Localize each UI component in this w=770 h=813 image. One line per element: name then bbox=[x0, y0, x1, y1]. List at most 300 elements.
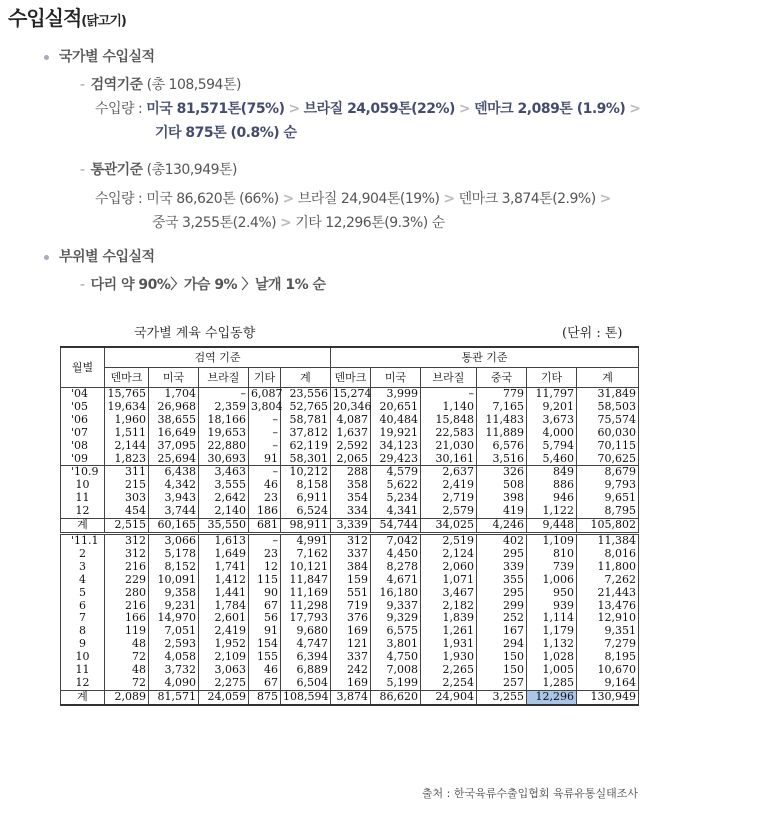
table-cell: 8,795 bbox=[577, 505, 639, 518]
table-cell: 5,234 bbox=[371, 492, 421, 505]
table-cell: 1,028 bbox=[527, 651, 577, 664]
customs-prefix: 수입량 : bbox=[95, 191, 143, 207]
table-cell: 29,423 bbox=[371, 453, 421, 466]
table-cell: 11,889 bbox=[477, 427, 527, 440]
table-cell: 30,161 bbox=[421, 453, 477, 466]
table-cell: – bbox=[421, 388, 477, 401]
table-row bbox=[61, 533, 639, 547]
dash-icon: - bbox=[80, 77, 85, 93]
inspection-label-line bbox=[80, 74, 241, 94]
table-cell: 169 bbox=[331, 677, 371, 690]
table-cell: 12,296 bbox=[527, 690, 577, 704]
customs-total: (총130,949톤) bbox=[146, 162, 237, 178]
table-cell: 46 bbox=[249, 664, 281, 677]
page-title bbox=[8, 2, 126, 31]
header-col-customs: 미국 bbox=[371, 368, 421, 388]
table-cell: 4,750 bbox=[371, 651, 421, 664]
table-cell: 90 bbox=[249, 587, 281, 600]
header-col-inspection: 기타 bbox=[249, 368, 281, 388]
table-cell: 58,301 bbox=[281, 453, 331, 466]
header-col-customs: 계 bbox=[577, 368, 639, 388]
table-cell: 311 bbox=[105, 466, 149, 479]
table-cell: 37,095 bbox=[149, 440, 199, 453]
table-cell: 810 bbox=[527, 548, 577, 561]
table-cell: 337 bbox=[331, 548, 371, 561]
header-col-customs: 중국 bbox=[477, 368, 527, 388]
table-cell: 384 bbox=[331, 561, 371, 574]
table-cell: 1,261 bbox=[421, 625, 477, 638]
header-inspection: 검역 기준 bbox=[105, 347, 331, 368]
table-cell: 312 bbox=[105, 548, 149, 561]
table-row bbox=[61, 414, 639, 427]
table-cell: 551 bbox=[331, 587, 371, 600]
table-cell: 54,744 bbox=[371, 519, 421, 534]
table-cell: 4,341 bbox=[371, 505, 421, 518]
customs-denmark: 덴마크 3,874톤(2.9%) bbox=[458, 191, 596, 207]
header-col-customs: 덴마크 bbox=[331, 368, 371, 388]
arrow-icon: > bbox=[280, 215, 292, 231]
table-cell: 2,579 bbox=[421, 505, 477, 518]
table-cell: 5,794 bbox=[527, 440, 577, 453]
table-cell: 24,904 bbox=[421, 690, 477, 704]
part-line bbox=[80, 274, 326, 294]
table-cell: 2,419 bbox=[421, 479, 477, 492]
table-cell: 1,784 bbox=[199, 600, 249, 613]
header-month: 월별 bbox=[61, 347, 105, 388]
table-cell: 7,042 bbox=[371, 533, 421, 547]
arrow-icon: > bbox=[458, 101, 471, 117]
table-cell: 34,123 bbox=[371, 440, 421, 453]
table-cell: 9,651 bbox=[577, 492, 639, 505]
table-cell: 15,274 bbox=[331, 388, 371, 401]
table-cell: 3,555 bbox=[199, 479, 249, 492]
table-cell: 72 bbox=[105, 677, 149, 690]
table-cell: 10,121 bbox=[281, 561, 331, 574]
row-label: '08 bbox=[61, 440, 105, 453]
table-cell: 115 bbox=[249, 574, 281, 587]
table-cell: 7,008 bbox=[371, 664, 421, 677]
table-cell: 252 bbox=[477, 612, 527, 625]
section-part-heading-text: 부위별 수입실적 bbox=[59, 249, 155, 265]
table-cell: 229 bbox=[105, 574, 149, 587]
table-cell: 9,164 bbox=[577, 677, 639, 690]
table-cell: 4,246 bbox=[477, 519, 527, 534]
table-cell: 15,848 bbox=[421, 414, 477, 427]
table-cell: 169 bbox=[331, 625, 371, 638]
table-cell: 312 bbox=[331, 533, 371, 547]
table-cell: 2,592 bbox=[331, 440, 371, 453]
table-cell: 215 bbox=[105, 479, 149, 492]
table-cell: 38,655 bbox=[149, 414, 199, 427]
table-row bbox=[61, 519, 639, 534]
table-cell: 67 bbox=[249, 677, 281, 690]
row-label: 11 bbox=[61, 664, 105, 677]
row-label: 3 bbox=[61, 561, 105, 574]
table-cell: 4,342 bbox=[149, 479, 199, 492]
table-cell: 9,358 bbox=[149, 587, 199, 600]
table-cell: 60,165 bbox=[149, 519, 199, 534]
table-cell: 4,090 bbox=[149, 677, 199, 690]
table-cell: 3,874 bbox=[331, 690, 371, 704]
table-cell: 402 bbox=[477, 533, 527, 547]
table-cell: 4,000 bbox=[527, 427, 577, 440]
table-cell: 8,152 bbox=[149, 561, 199, 574]
row-label: 4 bbox=[61, 574, 105, 587]
table-cell: 37,812 bbox=[281, 427, 331, 440]
table-cell: 2,265 bbox=[421, 664, 477, 677]
table-cell: 1,839 bbox=[421, 612, 477, 625]
table-cell: 12,910 bbox=[577, 612, 639, 625]
table-unit: (단위 : 톤) bbox=[562, 326, 623, 341]
table-cell: 216 bbox=[105, 600, 149, 613]
table-cell: 108,594 bbox=[281, 690, 331, 704]
section-part-heading bbox=[44, 246, 155, 266]
header-col-inspection: 덴마크 bbox=[105, 368, 149, 388]
table-cell: 5,460 bbox=[527, 453, 577, 466]
table-cell: 70,115 bbox=[577, 440, 639, 453]
table-cell: 9,351 bbox=[577, 625, 639, 638]
row-label: 10 bbox=[61, 479, 105, 492]
inspection-others: 기타 875톤 (0.8%) 순 bbox=[155, 125, 297, 141]
table-cell: – bbox=[249, 466, 281, 479]
arrow-icon: > bbox=[288, 101, 300, 117]
table-cell: 2,089 bbox=[105, 690, 149, 704]
table-cell: 167 bbox=[477, 625, 527, 638]
table-cell: 3,804 bbox=[249, 401, 281, 414]
table-cell: 14,970 bbox=[149, 612, 199, 625]
arrow-icon: > bbox=[629, 101, 641, 117]
table-cell: 6,087 bbox=[249, 388, 281, 401]
table-cell: 946 bbox=[527, 492, 577, 505]
table-cell: 2,109 bbox=[199, 651, 249, 664]
table-cell: 1,109 bbox=[527, 533, 577, 547]
table-cell: 295 bbox=[477, 587, 527, 600]
table-cell: 3,463 bbox=[199, 466, 249, 479]
table-cell: 11,384 bbox=[577, 533, 639, 547]
table-cell: 288 bbox=[331, 466, 371, 479]
table-cell: 46 bbox=[249, 479, 281, 492]
table-cell: 1,704 bbox=[149, 388, 199, 401]
table-cell: 3,732 bbox=[149, 664, 199, 677]
table-cell: 398 bbox=[477, 492, 527, 505]
table-cell: 337 bbox=[331, 651, 371, 664]
table-cell: 849 bbox=[527, 466, 577, 479]
table-cell: 3,255 bbox=[477, 690, 527, 704]
row-label: '05 bbox=[61, 401, 105, 414]
table-cell: 6,504 bbox=[281, 677, 331, 690]
table-cell: 2,140 bbox=[199, 505, 249, 518]
row-label: '09 bbox=[61, 453, 105, 466]
table-cell: 18,166 bbox=[199, 414, 249, 427]
table-cell: 875 bbox=[249, 690, 281, 704]
table-cell: 75,574 bbox=[577, 414, 639, 427]
row-label: '07 bbox=[61, 427, 105, 440]
table-cell: 376 bbox=[331, 612, 371, 625]
arrow-icon: > bbox=[282, 191, 294, 207]
table-cell: 8,016 bbox=[577, 548, 639, 561]
table-row bbox=[61, 453, 639, 466]
table-caption: 국가별 계육 수입동향 bbox=[134, 326, 256, 341]
table-cell: 7,165 bbox=[477, 401, 527, 414]
title-main: 수입실적 bbox=[8, 6, 82, 30]
table-cell: 4,671 bbox=[371, 574, 421, 587]
table-cell: 3,066 bbox=[149, 533, 199, 547]
table-cell: 312 bbox=[105, 533, 149, 547]
table-cell: 8,195 bbox=[577, 651, 639, 664]
table-cell: 1,114 bbox=[527, 612, 577, 625]
table-cell: 4,991 bbox=[281, 533, 331, 547]
table-cell: 31,849 bbox=[577, 388, 639, 401]
inspection-usa: 미국 81,571톤(75%) bbox=[146, 101, 285, 117]
section-country-heading bbox=[44, 46, 155, 66]
table-cell: 3,999 bbox=[371, 388, 421, 401]
row-label: 2 bbox=[61, 548, 105, 561]
table-cell: 11,483 bbox=[477, 414, 527, 427]
table-cell: 280 bbox=[105, 587, 149, 600]
table-cell: 886 bbox=[527, 479, 577, 492]
table-row bbox=[61, 677, 639, 690]
inspection-prefix: 수입량 : bbox=[95, 101, 143, 117]
inspection-total: (총 108,594톤) bbox=[146, 77, 241, 93]
table-cell: 25,694 bbox=[149, 453, 199, 466]
part-text: 다리 약 90%〉가슴 9% 〉날개 1% 순 bbox=[90, 277, 326, 293]
table-cell: 6,889 bbox=[281, 664, 331, 677]
row-label: 12 bbox=[61, 677, 105, 690]
table-row bbox=[61, 466, 639, 479]
table-cell: 1,071 bbox=[421, 574, 477, 587]
header-col-customs: 브라질 bbox=[421, 368, 477, 388]
row-label: 계 bbox=[61, 690, 105, 704]
table-cell: 159 bbox=[331, 574, 371, 587]
customs-usa: 미국 86,620톤 (66%) bbox=[146, 191, 279, 207]
table-cell: 8,679 bbox=[577, 466, 639, 479]
table-cell: 339 bbox=[477, 561, 527, 574]
table-cell: 355 bbox=[477, 574, 527, 587]
table-cell: 11,169 bbox=[281, 587, 331, 600]
table-cell: 98,911 bbox=[281, 519, 331, 534]
table-cell: 34,025 bbox=[421, 519, 477, 534]
table-cell: 1,952 bbox=[199, 638, 249, 651]
table-cell: 4,747 bbox=[281, 638, 331, 651]
table-cell: 19,653 bbox=[199, 427, 249, 440]
row-label: 계 bbox=[61, 519, 105, 534]
table-cell: 5,178 bbox=[149, 548, 199, 561]
table-cell: 21,443 bbox=[577, 587, 639, 600]
inspection-line1 bbox=[95, 98, 641, 118]
table-row bbox=[61, 664, 639, 677]
table-cell: 48 bbox=[105, 664, 149, 677]
row-label: '10.9 bbox=[61, 466, 105, 479]
table-cell: 8,278 bbox=[371, 561, 421, 574]
table-cell: 186 bbox=[249, 505, 281, 518]
table-cell: 11,797 bbox=[527, 388, 577, 401]
table-cell: 7,262 bbox=[577, 574, 639, 587]
table-cell: 166 bbox=[105, 612, 149, 625]
table-cell: 3,339 bbox=[331, 519, 371, 534]
table-cell: 216 bbox=[105, 561, 149, 574]
table-cell: 121 bbox=[331, 638, 371, 651]
row-label: '04 bbox=[61, 388, 105, 401]
table-cell: 40,484 bbox=[371, 414, 421, 427]
table-cell: – bbox=[249, 440, 281, 453]
table-row bbox=[61, 388, 639, 401]
table-cell: – bbox=[199, 388, 249, 401]
table-row bbox=[61, 427, 639, 440]
table-cell: 2,601 bbox=[199, 612, 249, 625]
table-cell: 303 bbox=[105, 492, 149, 505]
table-cell: 10,091 bbox=[149, 574, 199, 587]
table-row bbox=[61, 548, 639, 561]
table-cell: 9,793 bbox=[577, 479, 639, 492]
table-cell: 739 bbox=[527, 561, 577, 574]
table-cell: 242 bbox=[331, 664, 371, 677]
table-cell: 3,063 bbox=[199, 664, 249, 677]
table-cell: 7,279 bbox=[577, 638, 639, 651]
table-cell: 22,583 bbox=[421, 427, 477, 440]
table-cell: 1,649 bbox=[199, 548, 249, 561]
table-cell: 15,765 bbox=[105, 388, 149, 401]
table-cell: 62,119 bbox=[281, 440, 331, 453]
table-cell: 2,637 bbox=[421, 466, 477, 479]
table-cell: 1,930 bbox=[421, 651, 477, 664]
table-cell: 9,231 bbox=[149, 600, 199, 613]
row-label: 12 bbox=[61, 505, 105, 518]
table-cell: 3,744 bbox=[149, 505, 199, 518]
table-cell: 20,346 bbox=[331, 401, 371, 414]
table-cell: 9,201 bbox=[527, 401, 577, 414]
table-cell: 7,162 bbox=[281, 548, 331, 561]
table-cell: 4,579 bbox=[371, 466, 421, 479]
table-cell: 86,620 bbox=[371, 690, 421, 704]
header-col-customs: 기타 bbox=[527, 368, 577, 388]
table-cell: 1,960 bbox=[105, 414, 149, 427]
table-cell: 2,359 bbox=[199, 401, 249, 414]
table-cell: 6,524 bbox=[281, 505, 331, 518]
table-cell: 9,680 bbox=[281, 625, 331, 638]
table-cell: 30,693 bbox=[199, 453, 249, 466]
table-body bbox=[61, 388, 639, 705]
table-cell: 8,158 bbox=[281, 479, 331, 492]
table-cell: 6,438 bbox=[149, 466, 199, 479]
table-cell: 52,765 bbox=[281, 401, 331, 414]
table-cell: 16,180 bbox=[371, 587, 421, 600]
table-cell: 60,030 bbox=[577, 427, 639, 440]
table-cell: 257 bbox=[477, 677, 527, 690]
table-cell: 2,182 bbox=[421, 600, 477, 613]
table-cell: 11,847 bbox=[281, 574, 331, 587]
customs-line1 bbox=[95, 188, 611, 208]
table-cell: 3,801 bbox=[371, 638, 421, 651]
table-cell: 779 bbox=[477, 388, 527, 401]
table-cell: 508 bbox=[477, 479, 527, 492]
table-cell: – bbox=[249, 427, 281, 440]
table-cell: – bbox=[249, 533, 281, 547]
table-cell: 358 bbox=[331, 479, 371, 492]
table-row bbox=[61, 561, 639, 574]
row-label: 10 bbox=[61, 651, 105, 664]
customs-label-line bbox=[80, 159, 237, 179]
table-cell: 11,298 bbox=[281, 600, 331, 613]
table-cell: 12 bbox=[249, 561, 281, 574]
table-cell: 19,634 bbox=[105, 401, 149, 414]
title-sub: (닭고기) bbox=[81, 14, 126, 29]
table-cell: 334 bbox=[331, 505, 371, 518]
table-cell: 70,625 bbox=[577, 453, 639, 466]
table-cell: 3,467 bbox=[421, 587, 477, 600]
table-cell: 9,337 bbox=[371, 600, 421, 613]
table-cell: 7,051 bbox=[149, 625, 199, 638]
table-cell: 2,254 bbox=[421, 677, 477, 690]
row-label: 6 bbox=[61, 600, 105, 613]
table-cell: 24,059 bbox=[199, 690, 249, 704]
table-cell: 454 bbox=[105, 505, 149, 518]
table-cell: 13,476 bbox=[577, 600, 639, 613]
table-cell: 681 bbox=[249, 519, 281, 534]
table-cell: 2,593 bbox=[149, 638, 199, 651]
table-cell: 6,576 bbox=[477, 440, 527, 453]
row-label: '11.1 bbox=[61, 533, 105, 547]
customs-label: 통관기준 bbox=[90, 162, 143, 178]
table-row bbox=[61, 505, 639, 518]
table-cell: 3,943 bbox=[149, 492, 199, 505]
table-cell: 16,649 bbox=[149, 427, 199, 440]
inspection-brazil: 브라질 24,059톤(22%) bbox=[303, 101, 455, 117]
table-cell: 2,124 bbox=[421, 548, 477, 561]
table-cell: 19,921 bbox=[371, 427, 421, 440]
table-cell: 4,087 bbox=[331, 414, 371, 427]
table-cell: 5,622 bbox=[371, 479, 421, 492]
table-cell: 20,651 bbox=[371, 401, 421, 414]
inspection-label: 검역기준 bbox=[90, 77, 143, 93]
row-label: 9 bbox=[61, 638, 105, 651]
header-col-inspection: 브라질 bbox=[199, 368, 249, 388]
row-label: '06 bbox=[61, 414, 105, 427]
arrow-icon: > bbox=[599, 191, 611, 207]
table-cell: 2,065 bbox=[331, 453, 371, 466]
table-cell: 58,503 bbox=[577, 401, 639, 414]
header-col-inspection: 미국 bbox=[149, 368, 199, 388]
table-cell: 3,673 bbox=[527, 414, 577, 427]
table-cell: 719 bbox=[331, 600, 371, 613]
table-cell: 6,911 bbox=[281, 492, 331, 505]
table-cell: 91 bbox=[249, 453, 281, 466]
table-cell: 48 bbox=[105, 638, 149, 651]
table-cell: 2,060 bbox=[421, 561, 477, 574]
table-cell: 4,058 bbox=[149, 651, 199, 664]
table-cell: 1,140 bbox=[421, 401, 477, 414]
table-cell: 1,741 bbox=[199, 561, 249, 574]
table-cell: 56 bbox=[249, 612, 281, 625]
row-label: 11 bbox=[61, 492, 105, 505]
dash-icon: - bbox=[80, 277, 85, 293]
table-cell: 35,550 bbox=[199, 519, 249, 534]
row-label: 8 bbox=[61, 625, 105, 638]
table-cell: 58,781 bbox=[281, 414, 331, 427]
table-cell: 1,637 bbox=[331, 427, 371, 440]
section-country-heading-text: 국가별 수입실적 bbox=[59, 49, 155, 65]
table-cell: 2,419 bbox=[199, 625, 249, 638]
table-cell: 326 bbox=[477, 466, 527, 479]
table-cell: 81,571 bbox=[149, 690, 199, 704]
arrow-icon: > bbox=[443, 191, 455, 207]
table-cell: 72 bbox=[105, 651, 149, 664]
customs-others: 기타 12,296톤(9.3%) 순 bbox=[295, 215, 445, 231]
table-cell: 1,931 bbox=[421, 638, 477, 651]
table-cell: 10,212 bbox=[281, 466, 331, 479]
table-cell: 354 bbox=[331, 492, 371, 505]
table-cell: 2,642 bbox=[199, 492, 249, 505]
table-cell: 1,122 bbox=[527, 505, 577, 518]
